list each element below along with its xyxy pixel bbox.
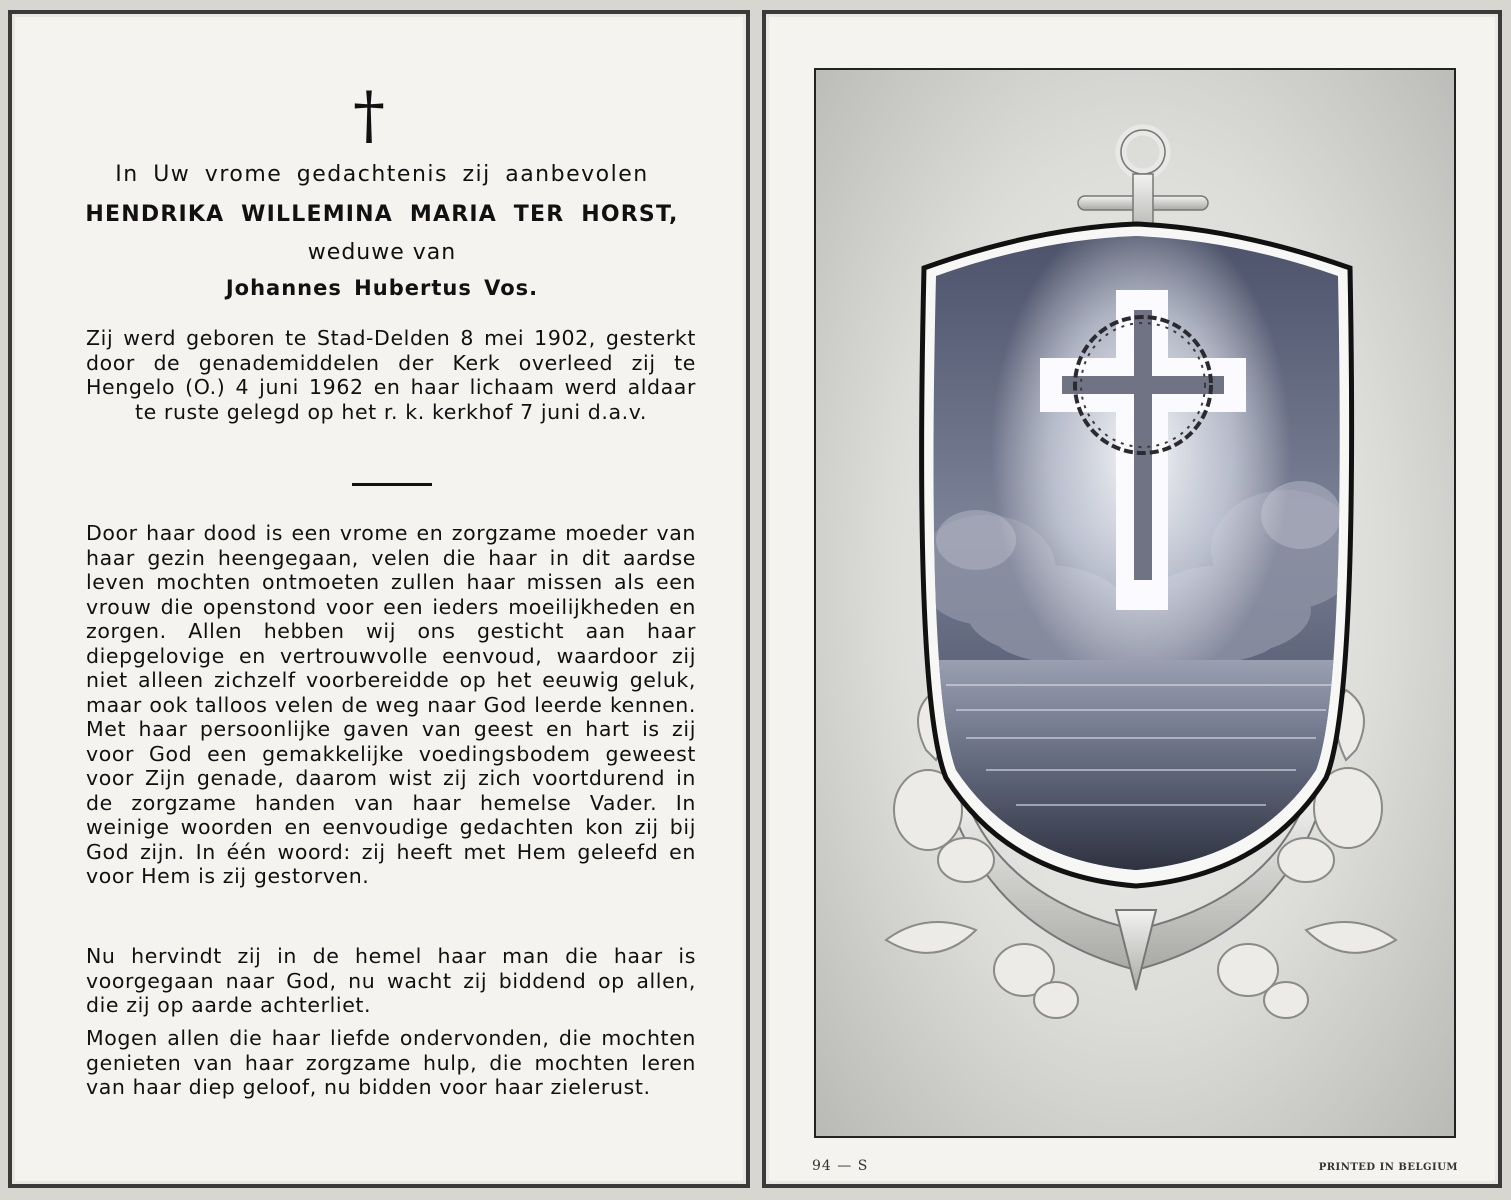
anchor-shield-illustration (816, 70, 1454, 1136)
printer-note: PRINTED IN BELGIUM (1318, 1162, 1458, 1173)
memorial-text-page (8, 10, 750, 1188)
tribute-paragraph: Door haar dood is een vrome en zorgzame moeder van haar gezin heengegaan, velen die haar in dit aardse leven mochten ontmoeten zullen haar missen als een vrouw die openstond voor een ieders moeilijkheden en zorgen. Allen hebben wij ons gesticht aan haar diepgelovige en vertrouwvolle eenvoud, waardoor zij niet alleen zichzelf voorbereidde op het eeuwig geluk, maar ook talloos velen de weg naar God leerde kennen. Met haar persoonlijke gaven van geest en hart is zij voor God een gemakkelijke voedingsbodem geweest voor Zijn genade, daarom wist zij zich voortdurend in de zorgzame handen van haar hemelse Vader. In weinige woorden en eenvoudige gedachten kon zij bij God zijn. In één woord: zij heeft met Hem geleefd en voor Hem is zij gestorven. (86, 521, 696, 888)
cross-icon: † (353, 79, 385, 153)
reunion-paragraph: Nu hervindt zij in de hemel haar man die haar is voorgegaan naar God, nu wacht zij biddend op allen, die zij op aarde achterliet. (86, 944, 696, 1017)
intro-line: In Uw vrome gedachtenis zij aanbevolen (115, 162, 649, 187)
husband-name: Johannes Hubertus Vos. (225, 276, 539, 300)
card-code: 94 — S (812, 1158, 869, 1174)
divider-line (352, 483, 432, 486)
illustration-frame (814, 68, 1456, 1138)
memorial-image-page (762, 10, 1502, 1188)
deceased-name: HENDRIKA WILLEMINA MARIA TER HORST, (85, 202, 679, 227)
prayer-paragraph: Mogen allen die haar liefde ondervonden, die mochten genieten van haar zorgzame hulp, die mochten leren van haar diep geloof, nu bidden voor haar zielerust. (86, 1026, 696, 1099)
relation-line: weduwe van (307, 240, 457, 265)
shield-scene (916, 210, 1361, 900)
birth-death-paragraph: Zij werd geboren te Stad-Delden 8 mei 1902, gesterkt door de genademiddelen der Kerk overleed zij te Hengelo (O.) 4 juni 1962 en haar lichaam werd aldaar te ruste gelegd op het r. k. kerkhof 7 juni d.a.v. (86, 326, 696, 424)
